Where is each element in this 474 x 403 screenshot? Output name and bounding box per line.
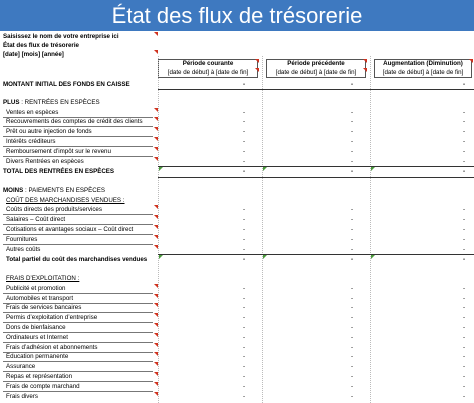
row-label: Assurance [6,363,36,371]
comment-marker-icon[interactable] [255,59,259,63]
row-label: Permis d’exploitation d’entreprise [6,314,98,322]
error-indicator-icon[interactable] [159,167,163,171]
value-current: - [242,137,246,145]
value-change: - [462,324,466,331]
subsection-header[interactable] [0,274,474,284]
value-previous: - [350,225,354,233]
row-label: Ventes en espèces [6,108,59,116]
col2-sub-text: [date de début] à [date de fin] [275,69,357,76]
comment-marker-icon[interactable] [154,392,158,396]
subtitle-text: État des flux de trésorerie [3,42,79,49]
row-label: Automobiles et transport [6,294,74,302]
value-change: - [462,304,466,312]
row-divider [3,371,153,372]
comment-marker-icon[interactable] [154,382,158,386]
value-change: - [462,382,466,390]
row-label: FRAIS D’EXPLOITATION : [6,275,80,282]
value-change: - [462,284,466,292]
value-change: - [462,256,466,263]
value-change: - [462,81,466,88]
row-label: MONTANT INITIAL DES FONDS EN CAISSE [3,81,130,88]
value-change: - [462,147,466,155]
value-previous: - [350,108,354,116]
error-indicator-icon[interactable] [263,255,267,259]
value-previous: - [350,235,354,243]
row-divider [3,234,153,235]
row-label: TOTAL DES RENTRÉES EN ESPÈCES [3,168,115,175]
value-current: - [242,314,246,322]
value-previous: - [350,157,354,165]
row-divider [3,312,153,313]
value-change: - [462,137,466,145]
value-previous: - [350,333,354,341]
value-previous: - [350,304,354,312]
comment-marker-icon[interactable] [363,68,367,72]
value-change: - [462,373,466,380]
comment-marker-icon[interactable] [154,108,158,112]
value-previous: - [350,168,354,175]
value-previous: - [350,324,354,331]
row-label: Prêt ou autre injection de fonds [6,128,92,136]
value-change: - [462,157,466,165]
value-previous: - [350,294,354,302]
value-current: - [242,373,246,380]
value-current: - [242,168,246,175]
value-previous: - [350,284,354,292]
row-divider [3,342,153,343]
total-border [158,177,474,178]
value-current: - [242,225,246,233]
row-label: Cotisations et avantages sociaux – Coût direct [6,225,134,233]
value-change: - [462,225,466,233]
row-label: Fournitures [6,235,38,243]
table-row[interactable] [0,245,474,255]
row-divider [3,322,153,323]
value-current: - [242,206,246,214]
row-label: Éducation permanente [6,353,69,361]
row-divider [3,156,153,157]
value-previous: - [350,314,354,322]
value-change: - [462,245,466,253]
comment-marker-icon[interactable] [154,284,158,288]
value-previous: - [350,128,354,136]
section-header[interactable] [0,98,474,108]
value-current: - [242,304,246,312]
value-current: - [242,333,246,341]
value-previous: - [350,81,354,88]
comment-marker-icon[interactable] [154,50,158,54]
value-change: - [462,206,466,214]
value-change: - [462,118,466,126]
comment-marker-icon[interactable] [154,117,158,121]
value-change: - [462,343,466,351]
company-name-text: Saisissez le nom de votre entreprise ici [3,33,119,40]
comment-marker-icon[interactable] [154,294,158,298]
value-previous: - [350,353,354,361]
comment-marker-icon[interactable] [154,137,158,141]
row-label: Coûts directs des produits/services [6,206,102,214]
value-change: - [462,314,466,322]
comment-marker-icon[interactable] [154,333,158,337]
value-current: - [242,108,246,116]
sheet-title: État des flux de trésorerie [0,0,474,31]
comment-marker-icon[interactable] [154,362,158,366]
value-change: - [462,128,466,136]
value-previous: - [350,118,354,126]
value-current: - [242,294,246,302]
col2-header-text: Période précédente [287,60,345,67]
row-label: MOINS : PAIEMENTS EN ESPÈCES [3,187,106,194]
value-current: - [242,245,246,253]
value-current: - [242,343,246,351]
value-change: - [462,392,466,400]
comment-marker-icon[interactable] [154,127,158,131]
value-change: - [462,235,466,243]
value-change: - [462,168,466,175]
col1-header-text: Période courante [182,60,234,67]
value-previous: - [350,363,354,371]
comment-marker-icon[interactable] [154,352,158,356]
row-label: Autres coûts [6,245,41,253]
row-label: Dons de bienfaisance [6,324,66,331]
comment-marker-icon[interactable] [154,245,158,249]
subsection-header[interactable] [0,196,474,206]
row-divider [3,352,153,353]
value-previous: - [350,216,354,224]
value-change: - [462,294,466,302]
row-divider [3,293,153,294]
value-previous: - [350,392,354,400]
date-text: [date] [mois] [année] [3,51,64,58]
value-current: - [242,216,246,224]
value-previous: - [350,245,354,253]
cell-border [158,89,474,90]
row-divider [3,391,153,392]
row-label: Intérêts créditeurs [6,137,56,145]
value-current: - [242,324,246,331]
col3-header-text: Augmentation (Diminution) [383,60,463,67]
value-previous: - [350,137,354,145]
value-previous: - [350,256,354,263]
value-change: - [462,353,466,361]
row-divider [3,303,153,304]
value-previous: - [350,343,354,351]
error-indicator-icon[interactable] [263,167,267,171]
row-label: Total partiel du coût des marchandises vendues [6,256,148,263]
value-current: - [242,353,246,361]
row-label: Ordinateurs et Internet [6,333,68,341]
row-divider [3,126,153,127]
comment-marker-icon[interactable] [154,225,158,229]
comment-marker-icon[interactable] [154,147,158,151]
error-indicator-icon[interactable] [371,255,375,259]
value-change: - [462,363,466,371]
row-divider [3,224,153,225]
row-label: PLUS : RENTRÉES EN ESPÈCES [3,99,100,106]
row-label: Salaires – Coût direct [6,216,66,224]
subtotal-row[interactable] [0,255,474,265]
total-row[interactable] [0,167,474,177]
value-current: - [242,147,246,155]
comment-marker-icon[interactable] [154,323,158,327]
row-divider [3,136,153,137]
row-label: Frais de compte marchand [6,382,80,390]
value-previous: - [350,147,354,155]
comment-marker-icon[interactable] [363,59,367,63]
row-divider [3,244,153,245]
error-indicator-icon[interactable] [371,167,375,171]
value-current: - [242,128,246,136]
row-label: Recouvrements des comptes de crédit des clients [6,118,143,126]
value-change: - [462,216,466,224]
comment-marker-icon[interactable] [469,59,473,63]
value-previous: - [350,382,354,390]
comment-marker-icon[interactable] [154,205,158,209]
row-divider [3,146,153,147]
value-current: - [242,392,246,400]
comment-marker-icon[interactable] [154,215,158,219]
row-divider [3,332,153,333]
row-label: Remboursement d’impôt sur le revenu [6,147,111,155]
row-label: COÛT DES MARCHANDISES VENDUES : [6,196,125,204]
row-divider [3,117,153,118]
row-label: Frais de services bancaires [6,304,82,312]
table-row[interactable] [0,392,474,402]
comment-marker-icon[interactable] [154,343,158,347]
comment-marker-icon[interactable] [154,372,158,376]
comment-marker-icon[interactable] [154,157,158,161]
value-current: - [242,284,246,292]
row-label: Repas et représentation [6,373,73,380]
section-header[interactable] [0,186,474,196]
row-label: Frais d’adhésion et abonnements [6,343,98,351]
value-current: - [242,157,246,165]
comment-marker-icon[interactable] [255,68,259,72]
comment-marker-icon[interactable] [154,303,158,307]
table-row[interactable] [0,157,474,167]
row-divider [3,361,153,362]
value-previous: - [350,373,354,380]
row-label: Frais divers [6,392,38,400]
value-previous: - [350,206,354,214]
comment-marker-icon[interactable] [154,235,158,239]
col3-sub-text: [date de début] à [date de fin] [382,69,464,76]
value-current: - [242,118,246,126]
row-divider [3,381,153,382]
row-label: Divers Rentrées en espèces [6,157,84,165]
value-current: - [242,382,246,390]
error-indicator-icon[interactable] [159,255,163,259]
value-current: - [242,81,246,88]
col1-sub-text: [date de début] à [date de fin] [167,69,249,76]
value-current: - [242,256,246,263]
value-change: - [462,333,466,341]
value-change: - [462,108,466,116]
row-label: Publicité et promotion [6,284,66,292]
comment-marker-icon[interactable] [154,313,158,317]
row-divider [3,214,153,215]
value-current: - [242,363,246,371]
value-current: - [242,235,246,243]
comment-marker-icon[interactable] [154,32,158,36]
